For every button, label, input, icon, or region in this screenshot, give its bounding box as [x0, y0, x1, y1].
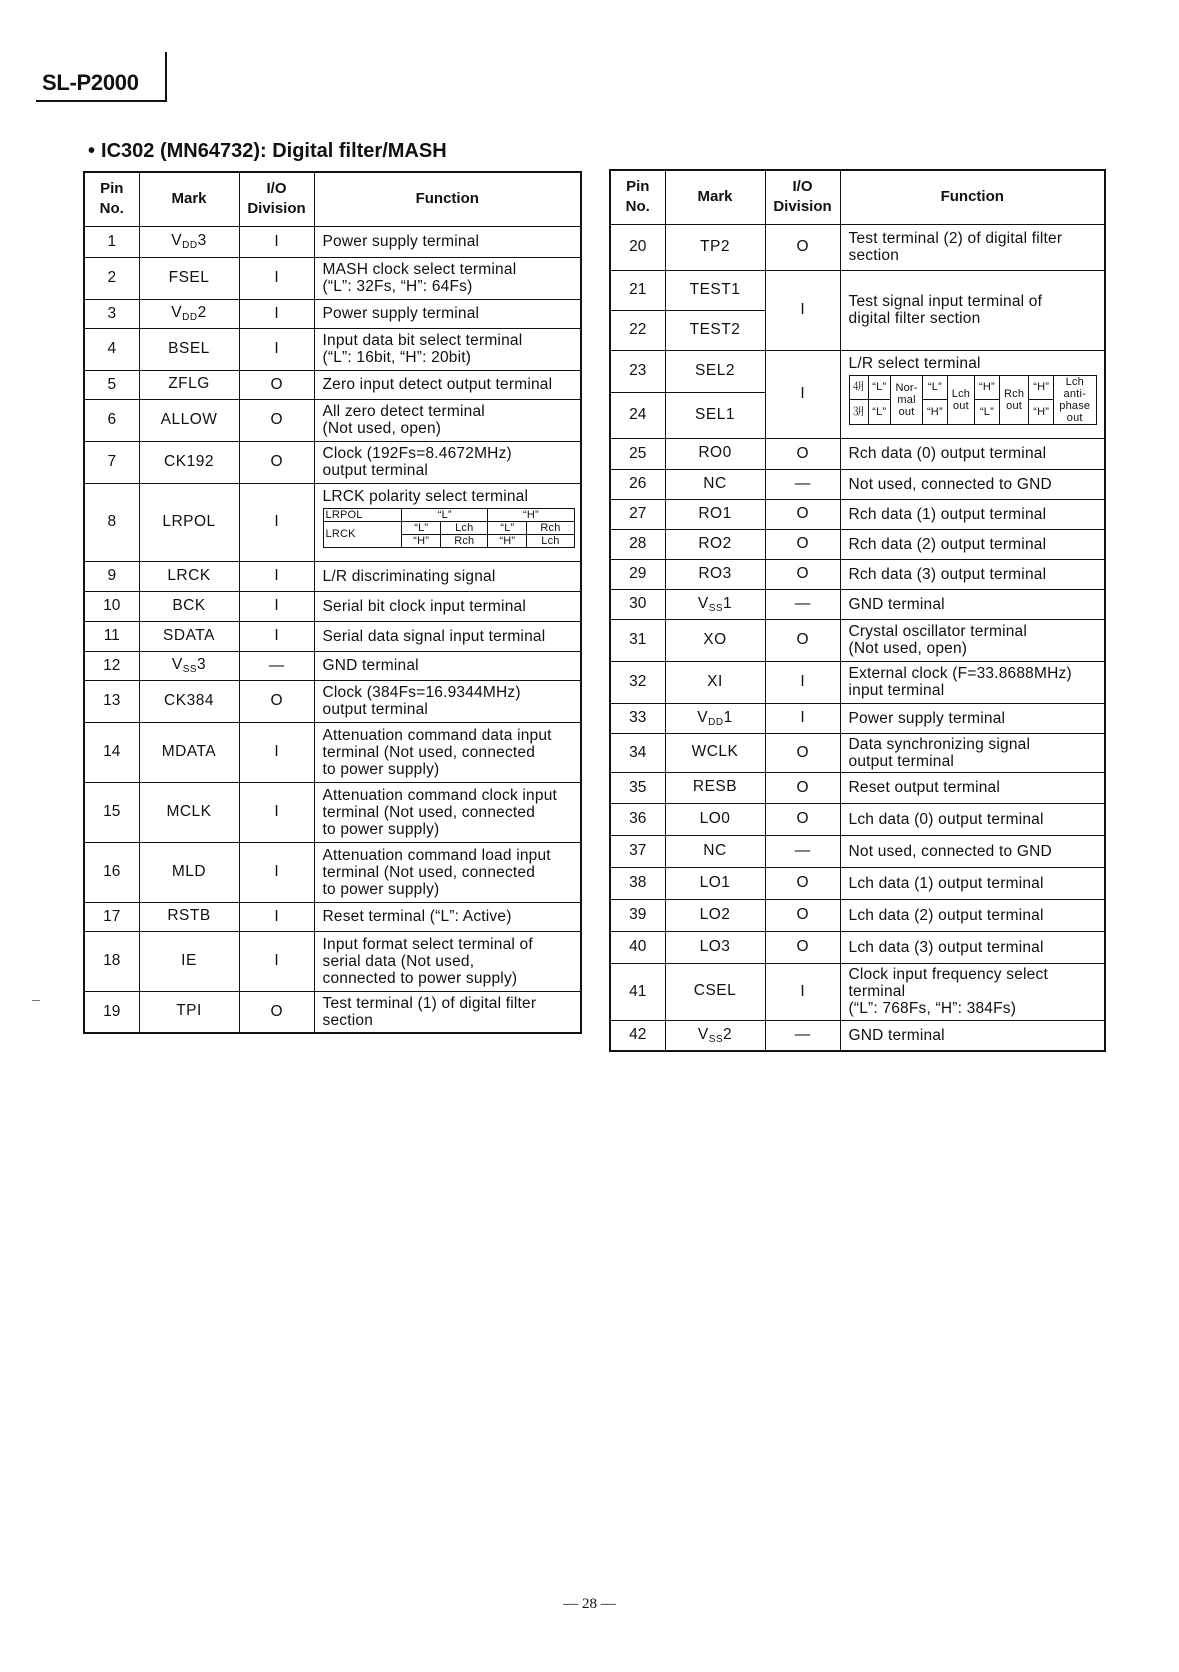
sel-cell: “L”: [868, 400, 890, 425]
pin-mark: MLD: [139, 842, 239, 902]
pin-function: External clock (F=33.8688MHz) input terminal: [840, 661, 1105, 703]
pin-function: MASH clock select terminal (“L”: 32Fs, “H”: 64Fs): [314, 257, 581, 299]
table-row: [84, 483, 581, 561]
pin-io-division: I: [239, 483, 314, 561]
header-mark: Mark: [139, 172, 239, 226]
pin-mark: MDATA: [139, 722, 239, 782]
pin-function: Rch data (3) output terminal: [840, 559, 1105, 589]
table-row: [610, 224, 1105, 270]
pin-function: Test signal input terminal of digital filter section: [840, 270, 1105, 350]
pin-function: Attenuation command clock input terminal (Not used, connected to power supply): [314, 782, 581, 842]
table-row: [84, 399, 581, 441]
pin-mark: LO3: [665, 931, 765, 963]
table-header-row: [610, 170, 1105, 224]
pin-io-division: I: [239, 591, 314, 621]
pin-io-division: I: [765, 350, 840, 438]
pin-io-division: I: [765, 270, 840, 350]
pin-function: Reset output terminal: [840, 772, 1105, 803]
pin-function: L/R select terminal ㋃ “L” Nor- mal out “L” Lch out “H” Rch out “H” Lch anti- phase out ㋂ “L” “H” “L” “H”: [840, 350, 1105, 438]
pin-number: 38: [610, 867, 665, 899]
header-function: Function: [314, 172, 581, 226]
rch-out-label: Rch out: [999, 375, 1029, 424]
section-title: [88, 140, 447, 163]
pin-io-division: O: [765, 772, 840, 803]
pin-io-division: O: [765, 529, 840, 559]
pin-function: Lch data (1) output terminal: [840, 867, 1105, 899]
lrpol-select-table: [323, 508, 575, 548]
pin-mark: CK192: [139, 441, 239, 483]
pin-mark: LO1: [665, 867, 765, 899]
table-row: [84, 651, 581, 680]
pin-mark: LO0: [665, 803, 765, 835]
pin-io-division: —: [765, 469, 840, 499]
pin-mark: WCLK: [665, 733, 765, 772]
table-header-row: [84, 172, 581, 226]
pin-mark: SEL1: [665, 392, 765, 438]
table-row: [84, 931, 581, 991]
pin-number: 42: [610, 1020, 665, 1051]
pin-io-division: O: [765, 499, 840, 529]
table-row: [610, 559, 1105, 589]
pin-io-division: I: [239, 842, 314, 902]
pin-mark: $V_{SS}2$: [665, 1020, 765, 1051]
pin-function: Attenuation command load input terminal (Not used, connected to power supply): [314, 842, 581, 902]
sel-cell: “H”: [1029, 400, 1054, 425]
lrpol-L-header: “L”: [402, 508, 488, 521]
pin-number: 40: [610, 931, 665, 963]
pin-io-division: —: [765, 835, 840, 867]
pin-function: GND terminal: [840, 1020, 1105, 1051]
pin-number: 11: [84, 621, 139, 651]
table-row: [84, 621, 581, 651]
pin-number: 13: [84, 680, 139, 722]
pin-mark: NC: [665, 835, 765, 867]
header-function: Function: [840, 170, 1105, 224]
model-name: SL-P2000: [42, 70, 139, 95]
sel-cell: “L”: [975, 400, 1000, 425]
pin-number: 29: [610, 559, 665, 589]
pin-mark: TPI: [139, 991, 239, 1033]
header-io: I/O Division: [765, 170, 840, 224]
pin-function: Rch data (0) output terminal: [840, 438, 1105, 469]
pin-number: 12: [84, 651, 139, 680]
header-io: I/O Division: [239, 172, 314, 226]
pin-io-division: O: [765, 438, 840, 469]
pin-function: LRCK polarity select terminal LRPOL “L” “H” LRCK “L” Lch “L” Rch “H” Rch “H” Lch: [314, 483, 581, 561]
pin-io-division: I: [239, 621, 314, 651]
pin-mark: RO2: [665, 529, 765, 559]
pin-function: Power supply terminal: [840, 703, 1105, 733]
pin-function: L/R discriminating signal: [314, 561, 581, 591]
table-row: [84, 842, 581, 902]
pin-mark: MCLK: [139, 782, 239, 842]
pin-mark: XO: [665, 619, 765, 661]
normal-out-label: Nor- mal out: [891, 375, 923, 424]
sel-cell: “H”: [975, 375, 1000, 400]
lrpol-cell: Lch: [441, 521, 488, 534]
table-row: [610, 438, 1105, 469]
pin-number: 24: [610, 392, 665, 438]
pin-number: 31: [610, 619, 665, 661]
pin-number: 20: [610, 224, 665, 270]
pin-io-division: O: [239, 370, 314, 399]
lrpol-cell: “L”: [488, 521, 527, 534]
table-row: [610, 499, 1105, 529]
lrpol-cell: “H”: [402, 534, 441, 547]
table-row: [84, 257, 581, 299]
pin-io-division: O: [239, 991, 314, 1033]
table-row: [84, 902, 581, 931]
pin-number: 6: [84, 399, 139, 441]
pin-number: 36: [610, 803, 665, 835]
pin-number: 25: [610, 438, 665, 469]
table-row: [610, 619, 1105, 661]
pin-io-division: I: [765, 963, 840, 1020]
pin-number: 28: [610, 529, 665, 559]
pin-number: 18: [84, 931, 139, 991]
pin-table-right: [609, 169, 1106, 1052]
table-row: [84, 561, 581, 591]
pin-function: Serial bit clock input terminal: [314, 591, 581, 621]
table-row: [610, 270, 1105, 310]
pin-number: 33: [610, 703, 665, 733]
table-row: [610, 1020, 1105, 1051]
pin-function: Data synchronizing signal output terminal: [840, 733, 1105, 772]
pin-number: 41: [610, 963, 665, 1020]
pin-io-division: O: [765, 867, 840, 899]
pin-io-division: I: [765, 703, 840, 733]
pin-io-division: I: [239, 226, 314, 257]
sel2-pin-symbol: ㋃: [849, 375, 868, 400]
pin-table-left: [83, 171, 582, 1034]
pin-function: Lch data (0) output terminal: [840, 803, 1105, 835]
lrck-label: LRCK: [323, 521, 402, 547]
table-row: [610, 803, 1105, 835]
pin-mark: IE: [139, 931, 239, 991]
table-row: [84, 782, 581, 842]
page-number: — 28 —: [563, 1596, 616, 1612]
pin-number: 19: [84, 991, 139, 1033]
pin-number: 39: [610, 899, 665, 931]
pin-io-division: O: [765, 803, 840, 835]
pin-io-division: I: [239, 782, 314, 842]
pin-function: Clock (384Fs=16.9344MHz) output terminal: [314, 680, 581, 722]
pin-number: 26: [610, 469, 665, 499]
pin-function: Power supply terminal: [314, 299, 581, 328]
pin-function: All zero detect terminal (Not used, open): [314, 399, 581, 441]
pin-function: Input format select terminal of serial data (Not used, connected to power supply): [314, 931, 581, 991]
pin-function: Power supply terminal: [314, 226, 581, 257]
pin-mark: TEST1: [665, 270, 765, 310]
table-row: [84, 591, 581, 621]
pin-mark: $V_{DD}2$: [139, 299, 239, 328]
pin-function: Lch data (3) output terminal: [840, 931, 1105, 963]
lrpol-H-header: “H”: [488, 508, 574, 521]
pin-function: Test terminal (1) of digital filter section: [314, 991, 581, 1033]
pin-io-division: —: [239, 651, 314, 680]
pin-number: 7: [84, 441, 139, 483]
table-row: [84, 328, 581, 370]
pin-io-division: O: [765, 224, 840, 270]
pin-mark: BCK: [139, 591, 239, 621]
pin-mark: ALLOW: [139, 399, 239, 441]
pin-mark: LRCK: [139, 561, 239, 591]
pin-function: Reset terminal (“L”: Active): [314, 902, 581, 931]
table-row: [610, 963, 1105, 1020]
pin-function: Clock input frequency select terminal (“L”: 768Fs, “H”: 384Fs): [840, 963, 1105, 1020]
pin-io-division: I: [239, 902, 314, 931]
model-box: [36, 52, 167, 102]
pin-mark: CSEL: [665, 963, 765, 1020]
pin-number: 2: [84, 257, 139, 299]
pin-mark: RO1: [665, 499, 765, 529]
pin-number: 27: [610, 499, 665, 529]
pin-function: Test terminal (2) of digital filter section: [840, 224, 1105, 270]
pin-number: 15: [84, 782, 139, 842]
table-row: [610, 661, 1105, 703]
header-pin-no: Pin No.: [610, 170, 665, 224]
sel1-pin-symbol: ㋂: [849, 400, 868, 425]
table-row: [610, 703, 1105, 733]
pin-number: 4: [84, 328, 139, 370]
pin-mark: RO0: [665, 438, 765, 469]
pin-number: 32: [610, 661, 665, 703]
pin-function: Crystal oscillator terminal (Not used, open): [840, 619, 1105, 661]
pin-io-division: —: [765, 589, 840, 619]
table-row: [84, 680, 581, 722]
pin-mark: LO2: [665, 899, 765, 931]
pin-io-division: O: [765, 733, 840, 772]
pin-mark: $V_{DD}1$: [665, 703, 765, 733]
pin-function: Serial data signal input terminal: [314, 621, 581, 651]
pin-io-division: I: [239, 931, 314, 991]
table-row: [84, 441, 581, 483]
table-row: [84, 991, 581, 1033]
pin-number: 10: [84, 591, 139, 621]
pin-number: 30: [610, 589, 665, 619]
pin-mark: SEL2: [665, 350, 765, 392]
pin-mark: $V_{DD}3$: [139, 226, 239, 257]
pin-number: 16: [84, 842, 139, 902]
bullet-icon: •: [88, 140, 96, 162]
table-row: [610, 350, 1105, 392]
pin-io-division: I: [239, 257, 314, 299]
pin-mark: ZFLG: [139, 370, 239, 399]
pin-number: 9: [84, 561, 139, 591]
pin-number: 34: [610, 733, 665, 772]
pin-io-division: I: [239, 299, 314, 328]
pin-io-division: O: [765, 931, 840, 963]
table-row: [84, 299, 581, 328]
pin-function: GND terminal: [314, 651, 581, 680]
pin-io-division: O: [765, 619, 840, 661]
pin-mark: LRPOL: [139, 483, 239, 561]
pin-mark: RO3: [665, 559, 765, 589]
table-row: [610, 733, 1105, 772]
table-row: [610, 899, 1105, 931]
table-row: [610, 469, 1105, 499]
sel-cell: “L”: [868, 375, 890, 400]
lrpol-cell: Lch: [527, 534, 574, 547]
pin-io-division: O: [765, 899, 840, 931]
lrpol-cell: Rch: [441, 534, 488, 547]
pin-function: Attenuation command data input terminal (Not used, connected to power supply): [314, 722, 581, 782]
table-row: [84, 722, 581, 782]
pin-mark: RESB: [665, 772, 765, 803]
pin-number: 1: [84, 226, 139, 257]
table-row: [610, 589, 1105, 619]
pin-function: Not used, connected to GND: [840, 469, 1105, 499]
pin-function: Input data bit select terminal (“L”: 16bit, “H”: 20bit): [314, 328, 581, 370]
pin-io-division: O: [239, 399, 314, 441]
pin-number: 35: [610, 772, 665, 803]
pin-io-division: I: [239, 328, 314, 370]
pin-mark: RSTB: [139, 902, 239, 931]
pin-function: Not used, connected to GND: [840, 835, 1105, 867]
pin-io-division: O: [239, 680, 314, 722]
lch-out-label: Lch out: [947, 375, 975, 424]
lrpol-cell: “L”: [402, 521, 441, 534]
pin-mark: NC: [665, 469, 765, 499]
pin-function: Rch data (2) output terminal: [840, 529, 1105, 559]
table-row: [84, 370, 581, 399]
lr-select-table: [849, 375, 1097, 425]
pin-number: 23: [610, 350, 665, 392]
table-row: [84, 226, 581, 257]
pin-function: Zero input detect output terminal: [314, 370, 581, 399]
pin-function: Clock (192Fs=8.4672MHz) output terminal: [314, 441, 581, 483]
sel-cell: “L”: [923, 375, 948, 400]
pin-function: Rch data (1) output terminal: [840, 499, 1105, 529]
lrpol-cell: Rch: [527, 521, 574, 534]
lrpol-header: LRPOL: [323, 508, 402, 521]
header-mark: Mark: [665, 170, 765, 224]
pin-io-division: —: [765, 1020, 840, 1051]
table-row: [610, 529, 1105, 559]
pin-number: 22: [610, 310, 665, 350]
pin-io-division: O: [239, 441, 314, 483]
pin-mark: BSEL: [139, 328, 239, 370]
pin-io-division: I: [239, 561, 314, 591]
margin-mark: [32, 1000, 40, 1001]
pin-mark: SDATA: [139, 621, 239, 651]
pin-number: 5: [84, 370, 139, 399]
pin-number: 17: [84, 902, 139, 931]
pin-function: Lch data (2) output terminal: [840, 899, 1105, 931]
pin-mark: TEST2: [665, 310, 765, 350]
pin-mark: XI: [665, 661, 765, 703]
pin-mark: $V_{SS}3$: [139, 651, 239, 680]
table-row: [610, 867, 1105, 899]
table-row: [610, 835, 1105, 867]
pin-number: 8: [84, 483, 139, 561]
pin-number: 3: [84, 299, 139, 328]
pin-io-division: O: [765, 559, 840, 589]
sel-cell: “H”: [923, 400, 948, 425]
table-row: [610, 931, 1105, 963]
pin-io-division: I: [239, 722, 314, 782]
pin-io-division: I: [765, 661, 840, 703]
lrpol-cell: “H”: [488, 534, 527, 547]
header-pin-no: Pin No.: [84, 172, 139, 226]
pin-number: 21: [610, 270, 665, 310]
sel-cell: “H”: [1029, 375, 1054, 400]
pin-mark: CK384: [139, 680, 239, 722]
pin-mark: TP2: [665, 224, 765, 270]
lch-antiphase-label: Lch anti- phase out: [1054, 375, 1096, 424]
pin-mark: FSEL: [139, 257, 239, 299]
pin-mark: $V_{SS}1$: [665, 589, 765, 619]
pin-number: 37: [610, 835, 665, 867]
section-title-text: IC302 (MN64732): Digital filter/MASH: [101, 140, 447, 162]
table-row: [610, 772, 1105, 803]
pin-function: GND terminal: [840, 589, 1105, 619]
pin-number: 14: [84, 722, 139, 782]
